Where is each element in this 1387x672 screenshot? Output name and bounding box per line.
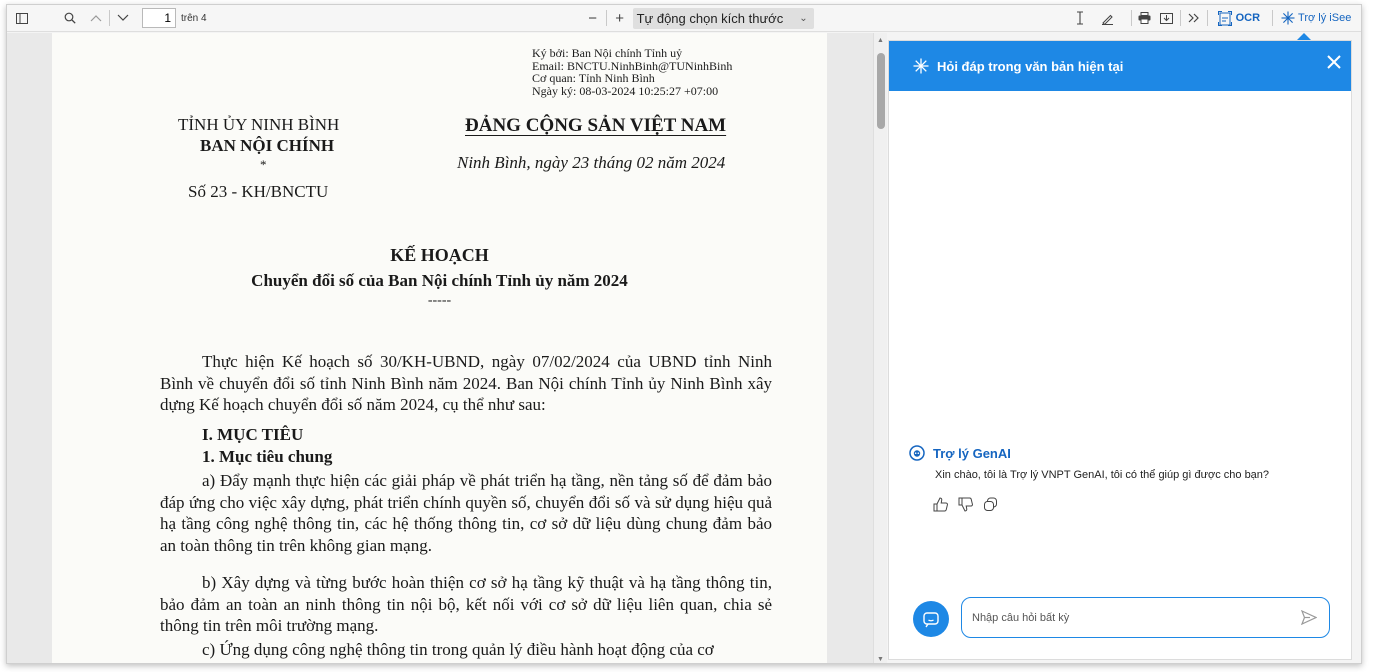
zoom-select-value: Tự động chọn kích thước bbox=[636, 10, 784, 26]
scroll-up-icon[interactable]: ▲ bbox=[877, 37, 884, 44]
toolbar-divider bbox=[606, 10, 607, 26]
signature-line: Cơ quan: Tỉnh Ninh Bình bbox=[532, 71, 655, 86]
question-input[interactable] bbox=[972, 612, 1301, 624]
sidebar-toggle-icon[interactable] bbox=[13, 7, 31, 29]
document-subtitle: Chuyển đổi số của Ban Nội chính Tỉnh ủy năm 2024 bbox=[251, 271, 628, 290]
text-select-tool-icon[interactable] bbox=[1071, 7, 1089, 29]
assistant-panel-title: Hỏi đáp trong văn bản hiện tại bbox=[937, 58, 1124, 74]
zoom-select[interactable] bbox=[633, 8, 814, 29]
draw-pen-icon[interactable] bbox=[1099, 7, 1117, 29]
assistant-panel bbox=[888, 40, 1352, 660]
issuing-org-parent: TỈNH ỦY NINH BÌNH bbox=[178, 115, 340, 134]
assistant-panel-header bbox=[889, 41, 1351, 91]
assistant-toggle-button[interactable] bbox=[1281, 11, 1351, 25]
page-total-label: trên 4 bbox=[181, 12, 207, 24]
toolbar-divider bbox=[1131, 10, 1132, 26]
title-divider: ----- bbox=[427, 293, 452, 308]
signature-line: Email: BNCTU.NinhBinh@TUNinhBinh bbox=[532, 58, 733, 73]
bot-icon bbox=[909, 445, 925, 461]
scrollbar-thumb[interactable] bbox=[877, 53, 885, 129]
message-actions bbox=[933, 497, 1339, 512]
next-page-icon[interactable] bbox=[114, 7, 132, 29]
previous-page-icon[interactable] bbox=[87, 7, 105, 29]
snowflake-icon bbox=[1281, 11, 1295, 25]
zoom-out-button[interactable]: − bbox=[588, 9, 597, 27]
chevron-down-icon: ⌄ bbox=[799, 12, 808, 24]
bot-name: Trợ lý GenAI bbox=[933, 445, 1011, 461]
chat-bot-icon bbox=[922, 610, 940, 628]
party-heading: ĐẢNG CỘNG SẢN VIỆT NAM bbox=[465, 115, 727, 136]
signature-line: Ngày ký: 08-03-2024 10:25:27 +07:00 bbox=[532, 83, 719, 98]
paragraph-c: c) Ứng dụng công nghệ thông tin trong quản lý điều hành hoạt động của cơ bbox=[202, 640, 714, 659]
document-scrollbar[interactable] bbox=[873, 33, 887, 664]
assistant-message-header bbox=[909, 445, 1339, 461]
toolbar-divider bbox=[1207, 10, 1208, 26]
assistant-message bbox=[909, 445, 1339, 512]
section-heading: I. MỤC TIÊU bbox=[202, 425, 304, 444]
document-number: Số 23 - KH/BNCTU bbox=[188, 182, 329, 201]
document-scan-icon bbox=[1218, 11, 1232, 26]
signature-line: Ký bởi: Ban Nội chính Tỉnh uỷ bbox=[532, 46, 683, 60]
subsection-heading: 1. Mục tiêu chung bbox=[202, 447, 333, 466]
ocr-button[interactable] bbox=[1218, 11, 1260, 26]
close-icon[interactable] bbox=[1327, 55, 1341, 74]
snowflake-icon bbox=[913, 58, 929, 74]
save-download-icon[interactable] bbox=[1158, 7, 1176, 29]
toolbar-divider bbox=[109, 10, 110, 26]
toolbar-divider bbox=[1180, 10, 1181, 26]
toolbar bbox=[7, 5, 1361, 32]
copy-icon[interactable] bbox=[983, 497, 998, 512]
more-tools-icon[interactable] bbox=[1185, 7, 1203, 29]
digital-signature-block bbox=[532, 47, 732, 97]
paragraph-a: a) Đẩy mạnh thực hiện các giải pháp về phát triển hạ tầng, nền tảng số để đảm bảo đáp ứng cho việc xây dựng, phát triển chính quyền số, chuyển đổi số và sử dụng hiệu quả hạ tầng công nghệ thông tin, các hệ thống thông tin, cơ sở dữ liệu dùng chung đảm bảo an toàn thông tin trên không gian mạng. bbox=[160, 471, 772, 555]
place-date: Ninh Bình, ngày 23 tháng 02 năm 2024 bbox=[457, 153, 726, 172]
org-star: * bbox=[260, 157, 267, 172]
issuing-org: BAN NỘI CHÍNH bbox=[200, 136, 335, 155]
search-icon[interactable] bbox=[61, 7, 79, 29]
zoom-in-button[interactable]: + bbox=[615, 9, 624, 27]
bot-greeting: Xin chào, tôi là Trợ lý VNPT GenAI, tôi có thể giúp gì được cho bạn? bbox=[935, 469, 1270, 481]
ocr-label: OCR bbox=[1235, 12, 1261, 24]
paragraph-b: b) Xây dựng và từng bước hoàn thiện cơ sở hạ tầng kỹ thuật và hạ tầng thông tin, bảo đảm an toàn an ninh thông tin nội bộ, kết nối với cơ sở dữ liệu liên quan, chia sẻ thông tin trên môi trường mạng. bbox=[160, 573, 772, 636]
document-viewport[interactable] bbox=[7, 33, 873, 664]
pdf-page bbox=[52, 33, 827, 664]
toolbar-divider bbox=[1272, 10, 1273, 26]
page-number-input[interactable] bbox=[142, 8, 176, 28]
send-icon[interactable] bbox=[1301, 610, 1317, 625]
assistant-toggle-label: Trợ lý iSee bbox=[1298, 12, 1352, 24]
question-input-box[interactable] bbox=[961, 597, 1330, 638]
scroll-down-icon[interactable]: ▼ bbox=[877, 656, 884, 663]
thumbs-down-icon[interactable] bbox=[958, 497, 973, 512]
bot-avatar[interactable] bbox=[913, 601, 949, 637]
thumbs-up-icon[interactable] bbox=[933, 497, 948, 512]
print-icon[interactable] bbox=[1136, 7, 1154, 29]
document-title: KẾ HOẠCH bbox=[390, 245, 489, 265]
intro-paragraph: Thực hiện Kế hoạch số 30/KH-UBND, ngày 07/02/2024 của UBND tỉnh Ninh Bình về chuyển đổi số tỉnh Ninh Bình năm 2024. Ban Nội chính Tỉnh ủy Ninh Bình xây dựng Kế hoạch chuyển đổi số năm 2024, cụ thể như sau: bbox=[160, 352, 772, 415]
